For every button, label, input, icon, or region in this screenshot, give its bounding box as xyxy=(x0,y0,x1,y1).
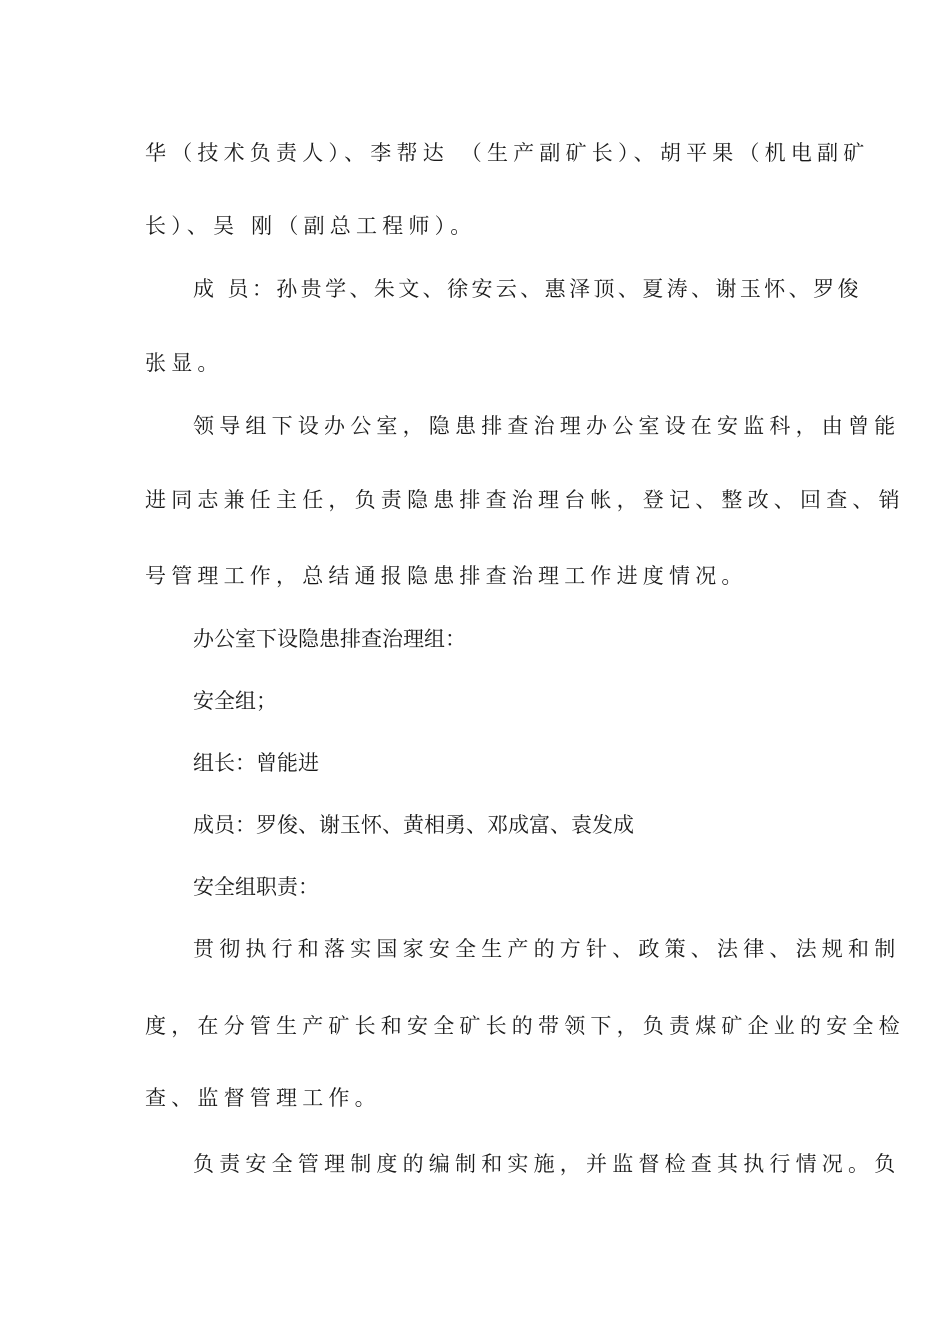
text-line-14: 度，在分管生产矿长和安全矿长的带领下，负责煤矿企业的安全检 xyxy=(145,1014,905,1038)
text-line-13: 贯彻执行和落实国家安全生产的方针、政策、法律、法规和制 xyxy=(193,937,901,961)
text-line-8: 办公室下设隐患排查治理组： xyxy=(193,627,466,651)
text-line-11: 成员：罗俊、谢玉怀、黄相勇、邓成富、袁发成 xyxy=(193,813,634,837)
text-line-1: 华（技术负责人）、李帮达 （生产副矿长）、胡平果（机电副矿 xyxy=(145,141,870,165)
text-line-16: 负责安全管理制度的编制和实施，并监督检查其执行情况。负 xyxy=(193,1152,901,1176)
text-line-2: 长）、吴 刚（副总工程师）。 xyxy=(145,214,477,238)
text-line-7: 号管理工作，总结通报隐患排查治理工作进度情况。 xyxy=(145,564,748,588)
text-line-5: 领导组下设办公室，隐患排查治理办公室设在安监科，由曾能 xyxy=(193,414,901,438)
text-line-12: 安全组职责： xyxy=(193,875,319,899)
text-line-3: 成 员：孙贵学、朱文、徐安云、惠泽顶、夏涛、谢玉怀、罗俊 xyxy=(193,277,862,301)
text-line-9: 安全组； xyxy=(193,689,277,713)
text-line-15: 查、监督管理工作。 xyxy=(145,1086,381,1110)
text-line-6: 进同志兼任主任，负责隐患排查治理台帐，登记、整改、回查、销 xyxy=(145,488,905,512)
text-line-4: 张显。 xyxy=(145,351,224,375)
text-line-10: 组长：曾能进 xyxy=(193,751,319,775)
